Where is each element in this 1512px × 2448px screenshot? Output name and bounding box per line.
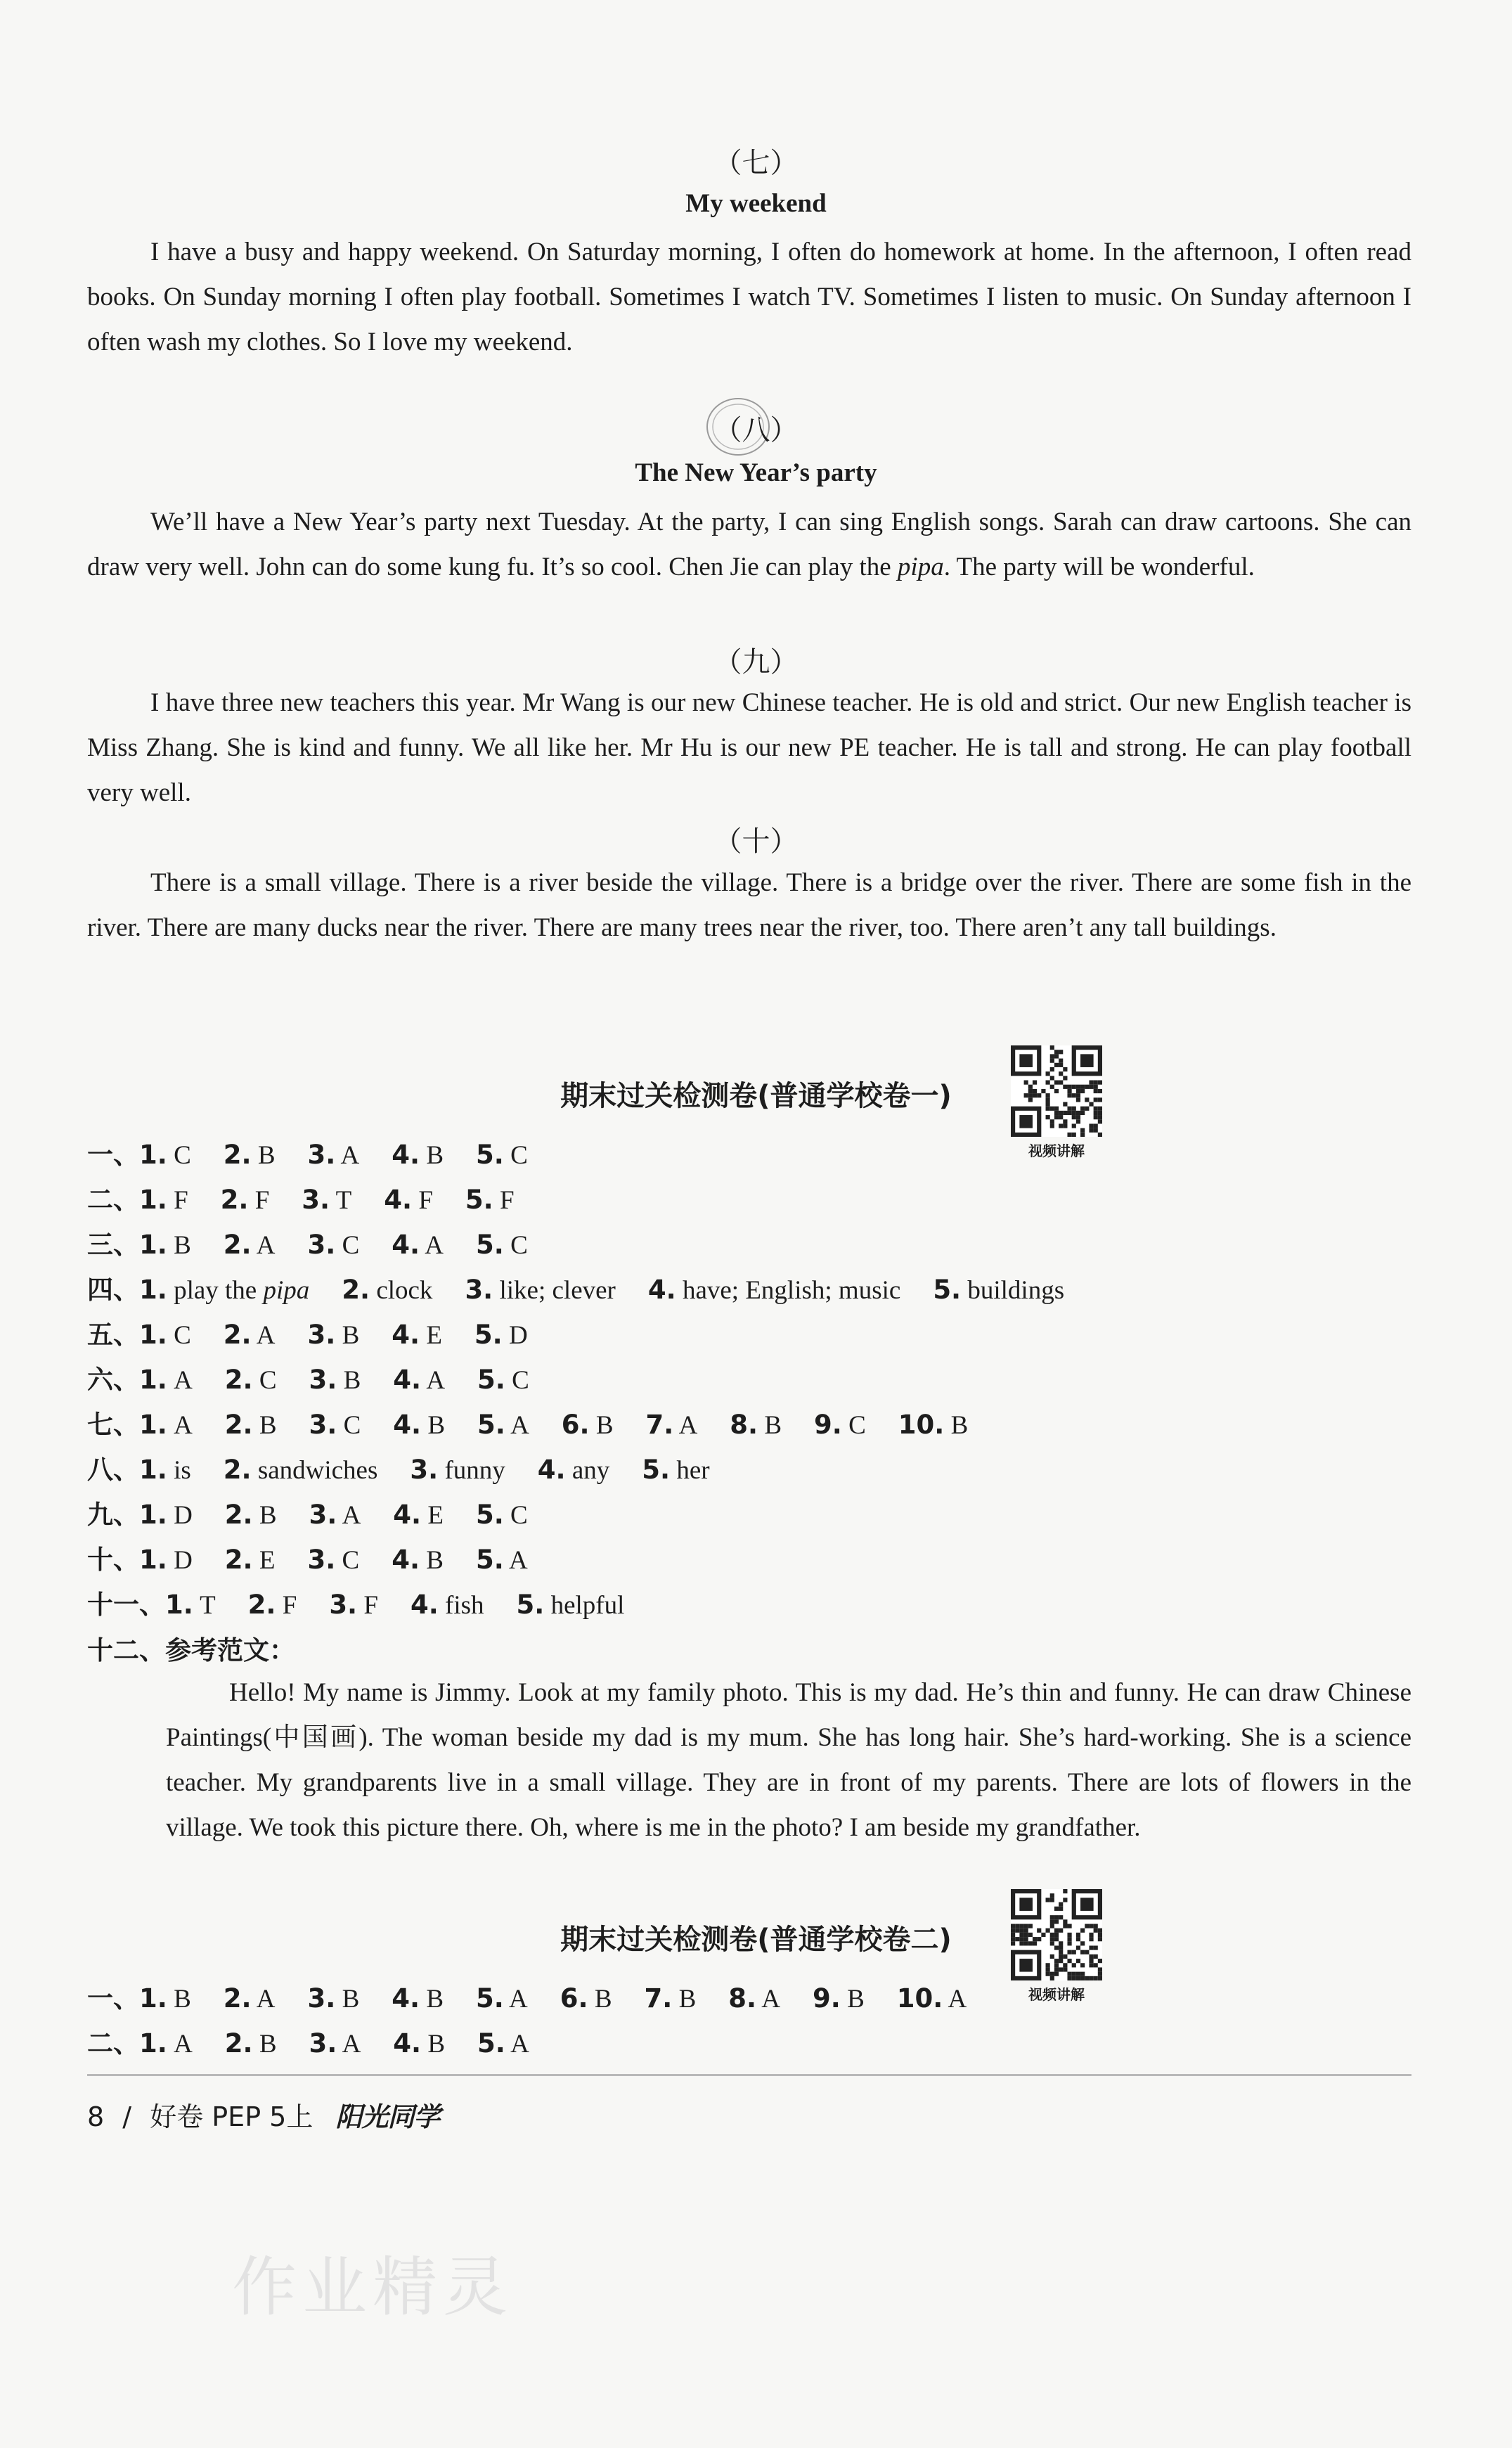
exam-1-qr[interactable] (1011, 1045, 1102, 1160)
page-number: 8 (87, 2101, 105, 2132)
answer-item: 2. E (224, 1545, 276, 1575)
answer-item: 7. B (644, 1983, 697, 2014)
section-8-text: We’ll have a New Year’s party next Tuesday. At the party, I can sing English songs. Sarah can draw cartoons. She can draw very well. John can do some kung fu. It’s so cool. Chen Jie can play the pipa. The party will be wonderful. (87, 508, 1411, 581)
section-10-number: （十） (713, 825, 799, 858)
answer-item: 1. is (139, 1455, 191, 1485)
answer-item: 6. B (560, 1983, 612, 2014)
answer-item: 7. A (645, 1410, 698, 1440)
question-group-label: 一、 (87, 1140, 139, 1170)
answer-item: 1. A (139, 1365, 193, 1395)
answer-item: 4. B (393, 2028, 446, 2059)
answer-item: 10. B (898, 1410, 969, 1440)
answer-item: 3. C (307, 1545, 360, 1575)
answer-item: 2. A (223, 1230, 276, 1260)
answer-item: 2. B (223, 1140, 276, 1170)
answer-item: 1. A (139, 1410, 193, 1440)
question-group-label: 四、 (87, 1275, 139, 1305)
exam-2-answer-row (87, 1977, 999, 2015)
qr-code-icon[interactable] (1011, 1045, 1102, 1137)
answer-item: 3. C (309, 1410, 361, 1440)
section-7-text: I have a busy and happy weekend. On Saturday morning, I often do homework at home. In the afternoon, I often read books. On Sunday morning I often play football. Sometimes I watch TV. Sometimes I listen to music. On Sunday afternoon I often wash my clothes. So I love my weekend. (87, 238, 1411, 356)
answer-item: 6. B (561, 1410, 614, 1440)
exam-1-answer-row (87, 1538, 560, 1576)
exam-1-answer-row (87, 1313, 560, 1351)
answer-item: 5. A (477, 1410, 529, 1440)
watermark: 作业精灵 (232, 2250, 514, 2325)
question-group-label: 七、 (87, 1410, 139, 1440)
answer-item: 2. F (247, 1590, 297, 1620)
answer-item: 5. A (477, 2028, 529, 2059)
exam-1-answer-row (87, 1358, 562, 1396)
answer-item: 3. A (307, 1140, 360, 1170)
answer-item: 3. C (307, 1230, 360, 1260)
question-group-label: 二、 (87, 2028, 139, 2059)
answer-item: 1. B (139, 1983, 191, 2014)
answer-item: 5. A (475, 1545, 528, 1575)
answer-item: 2. sandwiches (223, 1455, 378, 1485)
question-group-label: 六、 (87, 1365, 139, 1395)
answer-item: 3. A (309, 2028, 361, 2059)
answer-item: 10. A (896, 1983, 967, 2014)
question-group-label: 九、 (87, 1500, 139, 1530)
answer-item: 4. B (392, 1983, 444, 2014)
answer-item: 4. E (392, 1320, 442, 1350)
book-name: 好卷 PEP 5上 (150, 2101, 314, 2132)
answer-item: 5. C (475, 1500, 528, 1530)
answer-item: 9. B (813, 1983, 865, 2014)
answer-item: 4. B (392, 1140, 444, 1170)
answer-item: 3. F (329, 1590, 378, 1620)
answer-item: 4. A (392, 1230, 444, 1260)
answer-item: 3. A (309, 1500, 361, 1530)
exam-2-title: 期末过关检测卷(普通学校卷二) (560, 1924, 952, 1956)
footer-separator: / (122, 2101, 132, 2132)
answer-item: 3. B (307, 1320, 360, 1350)
answer-item: 3. like; clever (465, 1275, 616, 1305)
exam-1-answer-row (87, 1583, 657, 1621)
answer-item: 5. her (642, 1455, 710, 1485)
answer-item: 2. A (223, 1320, 276, 1350)
answer-item: 3. B (309, 1365, 361, 1395)
answer-item: 5. C (476, 1140, 528, 1170)
answer-item: 8. A (728, 1983, 780, 2014)
answer-item: 5. F (465, 1185, 515, 1215)
essay-text: Hello! My name is Jimmy. Look at my family photo. This is my dad. He’s thin and funny. He can draw Chinese Paintings(中国画). The woman beside my dad is my mum. She has long hair. She’s hard-working. She is a science teacher. My grandparents live in a small village. They are in front of my parents. There are lots of flowers in the village. We took this picture there. Oh, where is me in the photo? I am beside my grandfather. (166, 1678, 1411, 1842)
answer-item: 9. C (814, 1410, 866, 1440)
exam-1-answer-row (87, 1178, 547, 1216)
section-7-number: （七） (713, 147, 799, 179)
answer-item: 1. A (139, 2028, 193, 2059)
section-8-number: （八） (713, 414, 799, 446)
answer-item: 1. C (139, 1320, 191, 1350)
footer (87, 2095, 439, 2134)
answer-item: 5. C (476, 1230, 528, 1260)
exam-1-answer-row (87, 1403, 1000, 1441)
answer-item: 1. play the pipa (139, 1275, 310, 1305)
qr-caption: 视频讲解 (1028, 1986, 1085, 2003)
answer-item: 2. B (224, 2028, 277, 2059)
exam-2-qr[interactable] (1011, 1889, 1102, 2004)
answer-item: 2. clock (342, 1275, 433, 1305)
answer-item: 4. A (393, 1365, 446, 1395)
section-9-text: I have three new teachers this year. Mr Wang is our new Chinese teacher. He is old and strict. Our new English teacher is Miss Zhang. She is kind and funny. We all like her. Mr Hu is our new PE teacher. He is tall and strong. He can play football very well. (87, 688, 1411, 807)
answer-item: 5. buildings (933, 1275, 1065, 1305)
answer-item: 4. fish (410, 1590, 484, 1620)
essay-label: 十二、参考范文： (87, 1635, 295, 1666)
answer-item: 8. B (730, 1410, 782, 1440)
section-7-title: My weekend (685, 189, 827, 218)
footer-divider (87, 2074, 1411, 2076)
answer-item: 1. D (139, 1500, 193, 1530)
answer-item: 2. F (220, 1185, 270, 1215)
section-8-title: The New Year’s party (635, 458, 877, 487)
qr-code-icon[interactable] (1011, 1889, 1102, 1980)
answer-item: 1. F (139, 1185, 188, 1215)
answer-item: 1. C (139, 1140, 191, 1170)
section-10-text: There is a small village. There is a river beside the village. There is a bridge over the river. There are some fish in the river. There are many ducks near the river. There are many trees near the river, too. There aren’t any tall buildings. (87, 868, 1411, 942)
question-group-label: 八、 (87, 1455, 139, 1485)
answer-item: 5. C (477, 1365, 529, 1395)
answer-item: 4. B (393, 1410, 446, 1440)
exam-1-answer-row (87, 1268, 1097, 1306)
answer-item: 4. any (537, 1455, 610, 1485)
answer-item: 5. D (474, 1320, 528, 1350)
section-9-number: （九） (713, 646, 799, 678)
question-group-label: 五、 (87, 1320, 139, 1350)
answer-item: 5. helpful (516, 1590, 625, 1620)
brand-logo: 阳光同学 (335, 2101, 440, 2132)
answer-item: 2. B (224, 1500, 277, 1530)
answer-item: 2. A (223, 1983, 276, 2014)
exam-1-answer-row (87, 1133, 560, 1171)
answer-item: 2. C (224, 1365, 277, 1395)
answer-item: 3. B (307, 1983, 360, 2014)
answer-item: 4. B (392, 1545, 444, 1575)
answer-item: 1. T (165, 1590, 216, 1620)
exam-1-answer-row (87, 1448, 742, 1486)
question-group-label: 十、 (87, 1545, 139, 1575)
answer-item: 2. B (224, 1410, 277, 1440)
exam-1-answer-row (87, 1223, 560, 1261)
question-group-label: 三、 (87, 1230, 139, 1260)
answer-item: 5. A (476, 1983, 528, 2014)
question-group-label: 一、 (87, 1983, 139, 2014)
question-group-label: 十一、 (87, 1590, 165, 1620)
answer-item: 1. B (139, 1230, 191, 1260)
question-group-label: 二、 (87, 1185, 139, 1215)
answer-item: 3. T (302, 1185, 352, 1215)
answer-item: 4. E (393, 1500, 444, 1530)
exam-1-title: 期末过关检测卷(普通学校卷一) (560, 1080, 952, 1112)
answer-item: 4. have; English; music (647, 1275, 901, 1305)
answer-item: 1. D (139, 1545, 193, 1575)
qr-caption: 视频讲解 (1028, 1142, 1085, 1159)
answer-item: 3. funny (410, 1455, 505, 1485)
exam-2-answer-row (87, 2022, 562, 2060)
answer-item: 4. F (384, 1185, 433, 1215)
exam-1-answer-row (87, 1493, 560, 1531)
